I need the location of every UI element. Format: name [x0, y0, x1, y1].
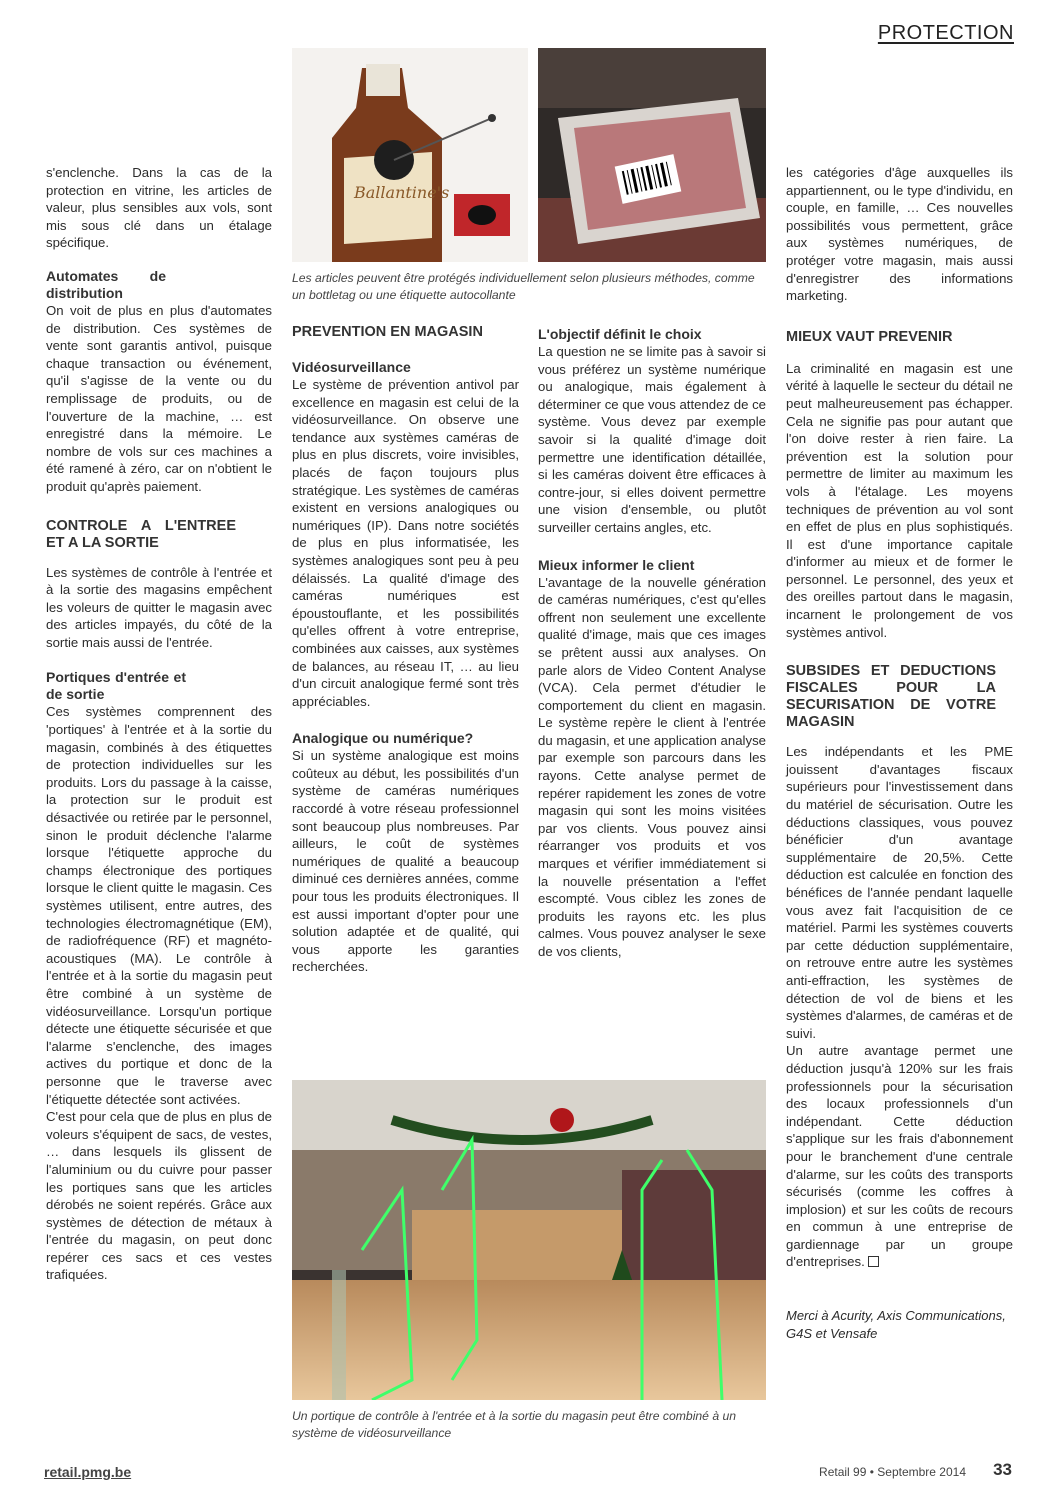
paragraph: La question ne se limite pas à savoir si vous préférez un système numérique ou analogique, mais également à déterminer ce que vous attendez de ce système. Vous devez par exemple savoir si la qualité d'image doit permettre une identification détaillée, si les caméras doivent être efficaces à contre-jour, si elles doivent permettre une vision d'ensemble, ou plutôt surveiller certains angles, etc. — [538, 344, 766, 535]
heading-controle: CONTROLE A L'ENTREE ET A LA SORTIE — [46, 517, 236, 551]
heading-analog: Analogique ou numérique? — [292, 730, 474, 747]
paragraph: les catégories d'âge auxquelles ils appartiennent, ou le type d'individu, en couple, en famille, … Ces nouvelles possibilités vous permettent, grâce aux systèmes numériques, de protéger votre magasin, mais aussi d'enregistrer des informations marketing. — [786, 165, 1013, 304]
heading-objectif: L'objectif définit le choix — [538, 326, 702, 342]
top-photo-caption: Les articles peuvent être protégés individuellement selon plusieurs méthodes, comme un bottletag ou une étiquette autocollante — [292, 271, 755, 302]
heading-portiques: Portiques d'entrée et de sortie — [46, 669, 186, 703]
paragraph: Le système de prévention antivol par excellence en magasin est celui de la vidéosurveillance. On observe une tendance aux systèmes caméras de plus en plus discrets, voire invisibles, placés de façon toujours plus stratégique. Les systèmes de caméras existent en versions analogiques ou numériques (IP). Dans notre sociétés de plus en plus informatisée, les systèmes analogiques sont peu à peu délaissés. La qualité d'image des caméras numériques est époustouflante, et les possibilités qu'elles offrent à votre entreprise, combinées aux caisses, aux systèmes de balances, au réseau IT, … au lieu d'un circuit analogique fermé sont très appréciables. — [292, 377, 519, 709]
paragraph — [786, 1042, 1013, 1271]
meat-label-photo — [538, 48, 766, 262]
paragraph: L'avantage de la nouvelle génération de caméras numériques, c'est qu'elles offrent non seulement une excellente qualité d'image, mais que ces images se prêtent aussi aux analyses. On parle alors de Video Content Analyse (VCA). Cela permet d'étudier le comportement du client en magasin. Le système repère le client à l'entrée du magasin, et une application analyse par exemple son parcours dans les rayons. Cette analyse permet de repérer rapidement les zones de votre magasin qui sont les moins visitées par vos clients. Vous pouvez ainsi réarranger vos produits et vos marques et vérifier immédiatement si la nouvelle présentation a l'effet escompté. Vous ciblez les zones de produits les rayons etc. les plus calmes. Vous pouvez analyser le sexe de vos clients, — [538, 574, 767, 959]
heading-mieux: MIEUX VAUT PREVENIR — [786, 328, 953, 345]
footer-website-link[interactable]: retail.pmg.be — [44, 1464, 132, 1480]
paragraph: Si un système analogique est moins coûteux au début, les possibilités d'un système de caméras numériques raccordé à votre réseau professionnel sont beaucoup plus nombreuses. Par ailleurs, le coût de systèmes numériques de qualité a beaucoup diminué ces dernières années, comme pour tous les produits électroniques. Il est aussi important d'opter pour une solution adaptée et de qualité, qui vous apporte les garanties recherchées. — [292, 748, 519, 975]
paragraph: s'enclenche. Dans la cas de la protection en vitrine, les articles de valeur, plus sensibles aux vols, sont mis sous clé dans un étalage spécifique. — [46, 165, 272, 251]
heading-video: Vidéosurveillance — [292, 359, 411, 375]
column-4 — [786, 164, 1013, 1342]
svg-text:Ballantine's: Ballantine's — [354, 183, 450, 202]
section-tag: PROTECTION — [877, 22, 1014, 44]
heading-automates: Automates de distribution — [46, 267, 166, 301]
bottom-photo-caption: Un portique de contrôle à l'entrée et à la sortie du magasin peut être combiné à un système de vidéosurveillance — [292, 1409, 737, 1440]
bottle-tag-photo — [292, 48, 528, 262]
column-3 — [538, 326, 766, 961]
paragraph-text: Un autre avantage permet une déduction jusqu'à 120% sur les frais professionnels pour la sécurisation des locaux professionnels d'un indépendant. Cette déduction s'applique sur les frais d'abonnement pour le branchement d'une centrale d'alarme, sur les coûts des transports sécurisés (comme les coffres à implosion) et sur les coûts de recours en commun à une entreprise de gardiennage par un groupe d'entreprises. — [786, 1043, 1013, 1270]
heading-subsides: SUBSIDES ET DEDUCTIONS FISCALES POUR LA SECURISATION DE VOTRE MAGASIN — [786, 663, 996, 731]
thanks-note: Merci à Acurity, Axis Communications, G4S et Vensafe — [786, 1308, 1006, 1341]
paragraph: On voit de plus en plus d'automates de distribution. Ces systèmes de vente sont garantis antivol, puisque chaque transaction ou événement, qu'il s'agisse de la vente ou du remplissage de produits, ou de l'ouverture de la machine, … est enregistré dans la mémoire. Le nombre de vols sur ces machines a été ramené à zéro, car on n'obtient le produit qu'après paiement. — [46, 302, 272, 494]
paragraph: Les systèmes de contrôle à l'entrée et à la sortie des magasins empêchent les voleurs de quitter le magasin avec des articles impayés, du côté de la sortie mais aussi de l'entrée. — [46, 564, 272, 650]
paragraph: La criminalité en magasin est une vérité à laquelle le secteur du détail ne peut malheureusement pas échapper. Cela ne signifie pas pour autant que l'on doive rester à rien faire. La prévention est la solution pour permettre de limiter au maximum les vols à l'étalage. Les moyens techniques de prévention au vol sont en effet de plus en plus sophistiqués. Il est d'une importance capitale d'informer au mieux et de former le personnel. Le personnel, des yeux et des oreilles partout dans le magasin, incarnent le prolongement de vos systèmes antivol. — [786, 360, 1013, 640]
store-gate-photo — [292, 1080, 766, 1400]
heading-informer: Mieux informer le client — [538, 556, 695, 573]
heading-prevention: PREVENTION EN MAGASIN — [292, 324, 483, 340]
column-2 — [292, 324, 519, 976]
page-number: 33 — [993, 1460, 1012, 1479]
footer-issue: Retail 99 • Septembre 2014 — [819, 1465, 966, 1479]
paragraph: C'est pour cela que de plus en plus de voleurs s'équipent de sacs, de vestes, … dans lesquels ils glissent de l'aluminium ou du cuivre pour passer les portiques sans que les articles dérobés ne soient repérés. Grâce aux systèmes de détection de métaux à l'entrée du magasin, on peut donc repérer ces sacs et ces vestes trafiquées. — [46, 1109, 272, 1283]
paragraph: Ces systèmes comprennent des 'portiques' à l'entrée et à la sortie du magasin, combinés à des étiquettes de protection individuelles sur les produits. Lors du passage à la caisse, la protection sur le produit est désactivée ou retirée par le personnel, sinon le produit déclenche l'alarme lorsque l'étiquette approche du champs électronique des portiques lorsque le client quitte le magasin. Ces systèmes utilisent, entre autres, des technologies électromagnétique (EM), de radiofréquence (RF) et magnéto-acoustiques (MA). Le contrôle à l'entrée et à la sortie du magasin peut être combiné à un système de vidéosurveillance. Lorsqu'un portique détecte une étiquette sécurisée et que l'alarme s'enclenche, des images actives du portique et donc de la personne que le traverse avec l'étiquette détectée sont activées. — [46, 704, 272, 1107]
paragraph: Les indépendants et les PME jouissent d'avantages fiscaux supérieurs pour l'investissement dans du matériel de sécurisation. Outre les déductions classiques, vous pouvez bénéficier d'un avantage supplémentaire de 20,5%. Cette déduction est calculée en fonction des bénéfices de l'année pendant laquelle vous avez fait l'acquisition de ce matériel. Parmi les systèmes couverts par cette déduction supplémentaire, on retrouve entre autre les systèmes anti-effraction, les systèmes de détection de vol de biens et les systèmes d'alarmes, de caméras et de suivi. — [786, 744, 1013, 1041]
column-1 — [46, 164, 272, 1284]
end-mark-icon — [868, 1256, 879, 1267]
